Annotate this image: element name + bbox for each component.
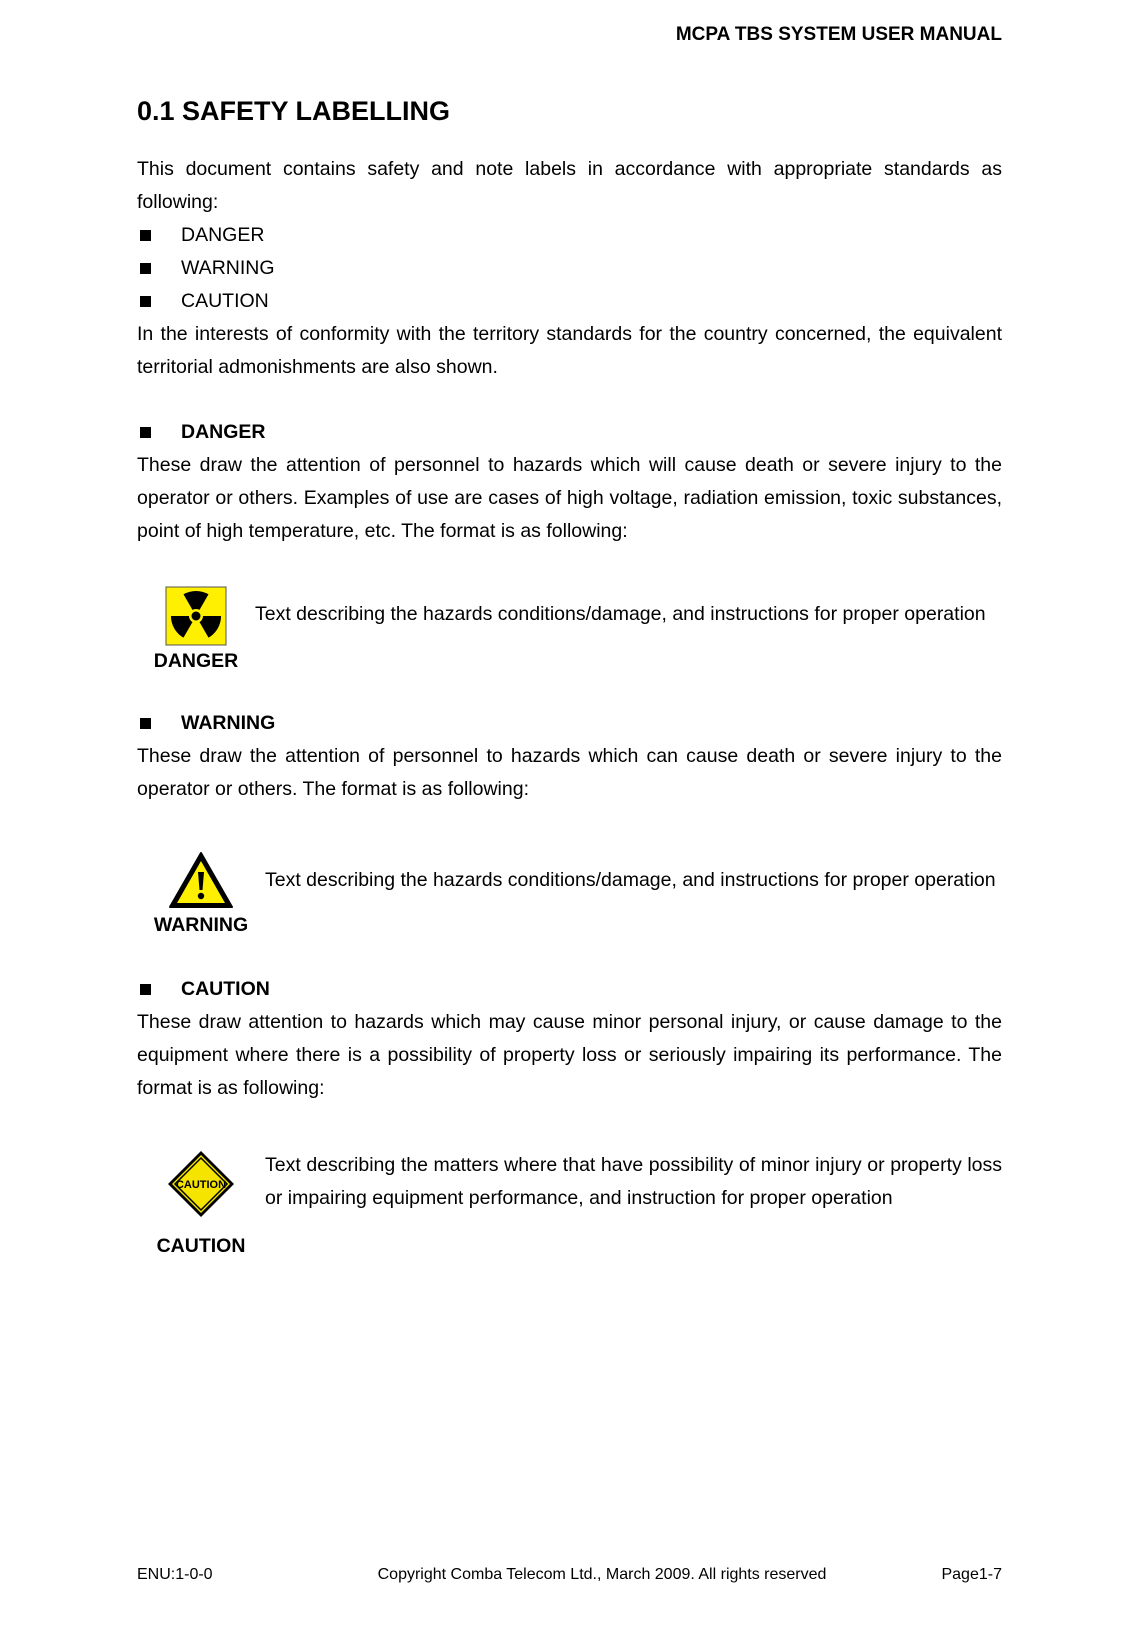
caution-sign-text: CAUTION (175, 1179, 227, 1191)
section-title: 0.1 SAFETY LABELLING (137, 96, 451, 126)
square-bullet-icon (140, 296, 151, 307)
square-bullet-icon (140, 230, 151, 241)
danger-icon-label: DANGER (153, 650, 239, 672)
list-item: CAUTION (137, 285, 1002, 318)
list-item: DANGER (137, 219, 1002, 252)
page-footer (137, 1566, 1002, 1584)
square-bullet-icon (140, 427, 151, 438)
caution-description: These draw attention to hazards which may cause minor personal injury, or cause damage to the equipment where there is a possibility of property loss or seriously impairing its performance. The format is as following: (137, 1011, 1002, 1099)
warning-description: These draw the attention of personnel to hazards which can cause death or severe injury to the operator or others. The format is as following: (137, 745, 1002, 800)
list-item: WARNING (137, 252, 1002, 285)
copyright-notice: Copyright Comba Telecom Ltd., March 2009. All rights reserved (377, 1566, 827, 1583)
caution-heading: CAUTION (137, 973, 1002, 1006)
label-list (137, 219, 1002, 318)
caution-icon-label: CAUTION (156, 1235, 246, 1257)
page-content (137, 96, 1002, 1262)
caution-diamond-icon (166, 1149, 236, 1219)
warning-icon-label: WARNING (153, 914, 249, 936)
danger-description: These draw the attention of personnel to hazards which will cause death or severe injury to the operator or others. Examples of use are cases of high voltage, radiation emission, toxic substances, point of high temperature, etc. The format is as following: (137, 454, 1002, 542)
danger-label-text: Text describing the hazards conditions/damage, and instructions for proper operation (255, 603, 986, 625)
warning-label-example (137, 850, 1002, 937)
warning-triangle-icon (167, 850, 235, 910)
warning-heading: WARNING (137, 707, 1002, 740)
conformity-paragraph: In the interests of conformity with the territory standards for the country concerned, the equivalent territorial admonishments are also shown. (137, 323, 1002, 378)
square-bullet-icon (140, 984, 151, 995)
danger-heading: DANGER (137, 416, 1002, 449)
caution-label-text: Text describing the matters where that have possibility of minor injury or property loss or impairing equipment performance, and instruction for proper operation (265, 1154, 1002, 1209)
page-number: Page1-7 (941, 1566, 1002, 1583)
warning-label-text: Text describing the hazards conditions/damage, and instructions for proper operation (265, 869, 996, 891)
caution-label-example (137, 1149, 1002, 1258)
danger-label-example (137, 586, 1002, 673)
square-bullet-icon (140, 263, 151, 274)
square-bullet-icon (140, 718, 151, 729)
document-id: ENU:1-0-0 (137, 1566, 213, 1583)
running-header: MCPA TBS SYSTEM USER MANUAL (675, 24, 1002, 45)
intro-paragraph: This document contains safety and note labels in accordance with appropriate standards as following: (137, 158, 1002, 213)
radiation-icon (165, 586, 227, 646)
